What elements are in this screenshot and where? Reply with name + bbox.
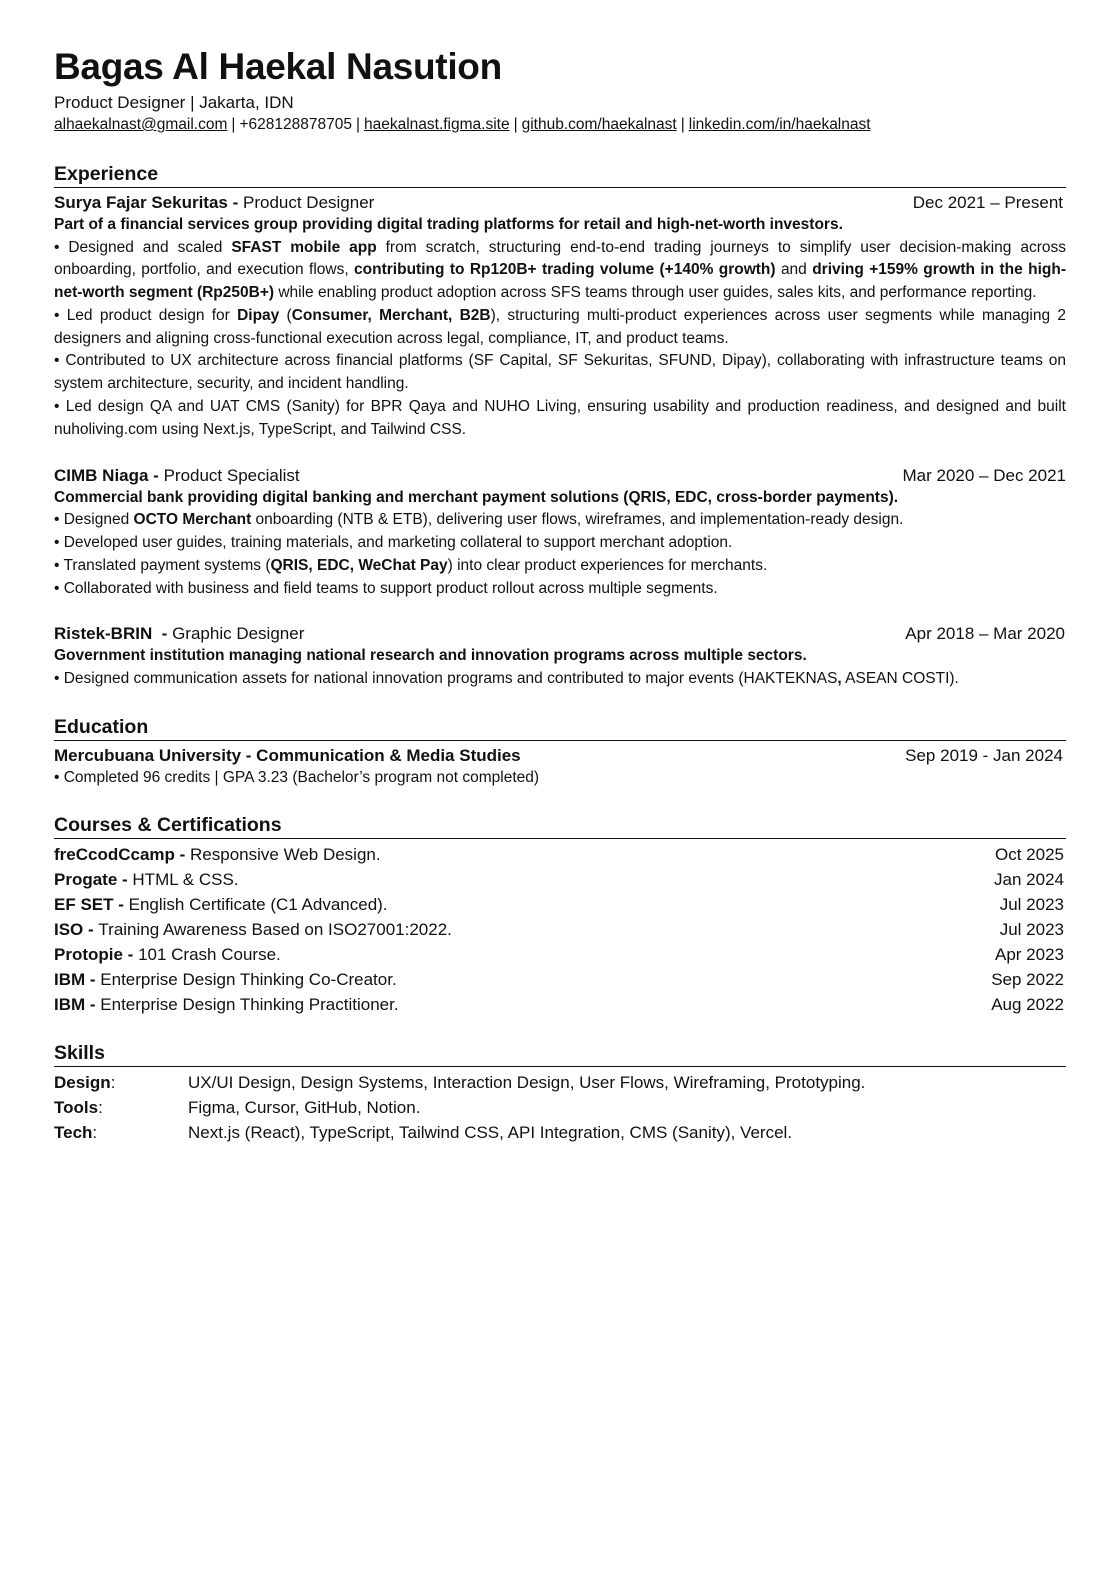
job-date: Dec 2021 – Present [912, 193, 1063, 212]
certification-name-line [54, 942, 281, 967]
bullet-highlight: Consumer, Merchant, B2B [291, 306, 491, 324]
bullet-item [54, 509, 1066, 532]
bullet-text: from scratch, structuring end-to-end trading journeys to simplify user decision-making across onboarding, portfolio, and execution flows, [54, 238, 1066, 279]
contact-line [54, 114, 1066, 136]
cert-date: Sep 2022 [991, 970, 1064, 990]
certification-row [54, 967, 1066, 992]
skill-category-line [54, 1095, 188, 1120]
skill-colon: : [110, 1073, 116, 1093]
bullet-highlight: QRIS, EDC, WeChat Pay [270, 556, 448, 574]
certifications-section [54, 813, 1066, 1017]
cert-date: Jan 2024 [994, 870, 1064, 890]
bullet-highlight: OCTO Merchant [133, 511, 252, 529]
cert-issuer: ISO - [54, 920, 99, 940]
cert-name: English Certificate (C1 Advanced). [128, 895, 388, 915]
skill-values: Figma, Cursor, GitHub, Notion. [188, 1098, 421, 1118]
cert-date: Jul 2023 [999, 895, 1064, 915]
bullet-text: • Led product design for [54, 306, 238, 324]
certification-name-line [54, 842, 381, 867]
job-entry [54, 191, 1066, 442]
skill-category-line [54, 1070, 188, 1095]
bullet-item [54, 305, 1066, 351]
section-title: Skills [54, 1041, 1066, 1067]
certification-list [54, 842, 1066, 1017]
company-name: Surya Fajar Sekuritas - [54, 193, 243, 212]
contact-separator: | [355, 116, 360, 133]
skill-category: Tech [54, 1123, 93, 1143]
certification-row [54, 867, 1066, 892]
cert-date: Apr 2023 [995, 945, 1064, 965]
email-link[interactable]: alhaekalnast@gmail.com [54, 116, 228, 133]
education-date: Sep 2019 - Jan 2024 [905, 745, 1063, 765]
bullet-text: • Designed [54, 511, 134, 529]
bullet-text: • Designed communication assets for national innovation programs and contributed to major events (HAKTEKNAS [54, 669, 838, 687]
certification-name-line [54, 917, 452, 942]
job-entry [54, 464, 1066, 601]
cert-issuer: Progate - [54, 870, 133, 890]
cert-issuer: IBM - [54, 970, 101, 990]
cert-name: Training Awareness Based on ISO27001:2022. [98, 920, 452, 940]
certification-row [54, 992, 1066, 1017]
cert-date: Oct 2025 [995, 845, 1064, 865]
bullet-text: • Translated payment systems ( [54, 556, 271, 574]
bullet-highlight: SFAST mobile app [231, 238, 377, 256]
bullet-text: ), structuring multi-product experiences across user segments while managing 2 designers and aligning cross-functional execution across legal, compliance, IT, and product teams. [54, 306, 1066, 347]
job-header [54, 464, 1066, 487]
job-title-line [54, 191, 374, 214]
cert-issuer: EF SET - [54, 895, 129, 915]
section-title: Education [54, 715, 1066, 741]
skill-colon: : [92, 1123, 98, 1143]
candidate-name: Bagas Al Haekal Nasution [54, 46, 502, 87]
skill-category: Tools [54, 1098, 99, 1118]
bullet-item [54, 668, 1066, 691]
company-description: Part of a financial services group providing digital trading platforms for retail and high-net-worth investors. [54, 216, 843, 233]
portfolio-link[interactable]: haekalnast.figma.site [363, 116, 510, 133]
certification-name-line [54, 867, 239, 892]
certification-name-line [54, 992, 399, 1017]
section-title: Experience [54, 162, 1066, 188]
bullet-highlight: driving +159% growth in the high-net-worth segment (Rp250B+) [54, 261, 1066, 302]
experience-section [54, 162, 1066, 691]
cert-name: HTML & CSS. [132, 870, 239, 890]
skills-section [54, 1041, 1066, 1145]
bullet-item [54, 555, 1066, 578]
skill-row [54, 1095, 1066, 1120]
bullet-text: ) into clear product experiences for merchants. [447, 556, 768, 574]
certification-name-line [54, 967, 397, 992]
company-description: Government institution managing national research and innovation programs across multiple sectors. [54, 647, 807, 665]
job-title-line [54, 622, 304, 645]
bullet-highlight: Dipay [237, 306, 280, 324]
cert-name: 101 Crash Course. [138, 945, 281, 965]
cert-date: Aug 2022 [991, 995, 1064, 1015]
school-name: Mercubuana University - Communication & Media Studies [54, 745, 521, 765]
bullet-highlight: , [837, 669, 842, 687]
skill-values: UX/UI Design, Design Systems, Interaction Design, User Flows, Wireframing, Prototyping. [188, 1073, 866, 1093]
bullet-item: • Developed user guides, training materials, and marketing collateral to support merchant adoption. [54, 533, 733, 551]
cert-name: Enterprise Design Thinking Co-Creator. [100, 970, 397, 990]
candidate-headline: Product Designer | Jakarta, IDN [54, 93, 294, 112]
skill-colon: : [98, 1098, 103, 1118]
skill-row [54, 1070, 1066, 1095]
cert-issuer: freCcodCcamp - [54, 845, 191, 865]
education-section [54, 715, 1066, 790]
job-role: Graphic Designer [172, 624, 305, 644]
job-entry [54, 622, 1066, 690]
bullet-item: • Led design QA and UAT CMS (Sanity) for BPR Qaya and NUHO Living, ensuring usability and production readiness, and designed and built nuholiving.com using Next.js, TypeScript, and Tailwind CSS. [54, 398, 1066, 438]
linkedin-link[interactable]: linkedin.com/in/haekalnast [688, 116, 871, 133]
cert-date: Jul 2023 [999, 920, 1064, 940]
bullet-text: ASEAN COSTI). [841, 669, 959, 687]
certification-row [54, 942, 1066, 967]
section-title: Courses & Certifications [54, 813, 1066, 839]
bullet-text: ( [279, 306, 292, 324]
job-role: Product Designer [242, 193, 375, 212]
company-name: CIMB Niaga - [54, 465, 164, 485]
skill-values: Next.js (React), TypeScript, Tailwind CSS, API Integration, CMS (Sanity), Vercel. [188, 1123, 793, 1143]
phone-number: +628128878705 [239, 116, 352, 133]
certification-row [54, 917, 1066, 942]
contact-separator: | [513, 116, 518, 133]
skill-category-line [54, 1120, 188, 1145]
contact-separator: | [680, 116, 685, 133]
job-role: Product Specialist [163, 465, 300, 485]
job-title-line [54, 464, 300, 487]
certification-row [54, 842, 1066, 867]
education-note: • Completed 96 credits | GPA 3.23 (Bachelor’s program not completed) [54, 768, 540, 786]
job-date: Apr 2018 – Mar 2020 [905, 624, 1065, 644]
bullet-item: • Contributed to UX architecture across financial platforms (SF Capital, SF Sekuritas, SFUND, Dipay), collaborating with infrastructure teams on system architecture, security, and incident handling. [54, 352, 1066, 393]
skill-row [54, 1120, 1066, 1145]
bullet-text: and [775, 261, 813, 279]
bullet-item [54, 237, 1066, 305]
cert-name: Enterprise Design Thinking Practitioner. [100, 995, 399, 1015]
education-header [54, 744, 1066, 767]
contact-separator: | [231, 116, 236, 133]
cert-name: Responsive Web Design. [190, 845, 381, 865]
cert-issuer: IBM - [54, 995, 101, 1015]
company-name: Ristek-BRIN - [54, 624, 173, 644]
bullet-text: while enabling product adoption across SFS teams through user guides, sales kits, and performance reporting. [274, 284, 1037, 302]
certification-name-line [54, 892, 388, 917]
bullet-item: • Collaborated with business and field teams to support product rollout across multiple segments. [54, 579, 718, 597]
certification-row [54, 892, 1066, 917]
skill-category: Design [54, 1073, 111, 1093]
job-header [54, 191, 1066, 214]
bullet-text: onboarding (NTB & ETB), delivering user flows, wireframes, and implementation-ready design. [251, 511, 904, 529]
company-description: Commercial bank providing digital banking and merchant payment solutions (QRIS, EDC, cross-border payments). [54, 488, 899, 506]
resume-header [54, 44, 1066, 136]
bullet-text: • Designed and scaled [54, 238, 232, 256]
bullet-highlight: contributing to Rp120B+ trading volume (+140% growth) [354, 261, 776, 279]
cert-issuer: Protopie - [54, 945, 139, 965]
github-link[interactable]: github.com/haekalnast [521, 116, 677, 133]
job-date: Mar 2020 – Dec 2021 [902, 465, 1066, 485]
job-header [54, 622, 1066, 645]
